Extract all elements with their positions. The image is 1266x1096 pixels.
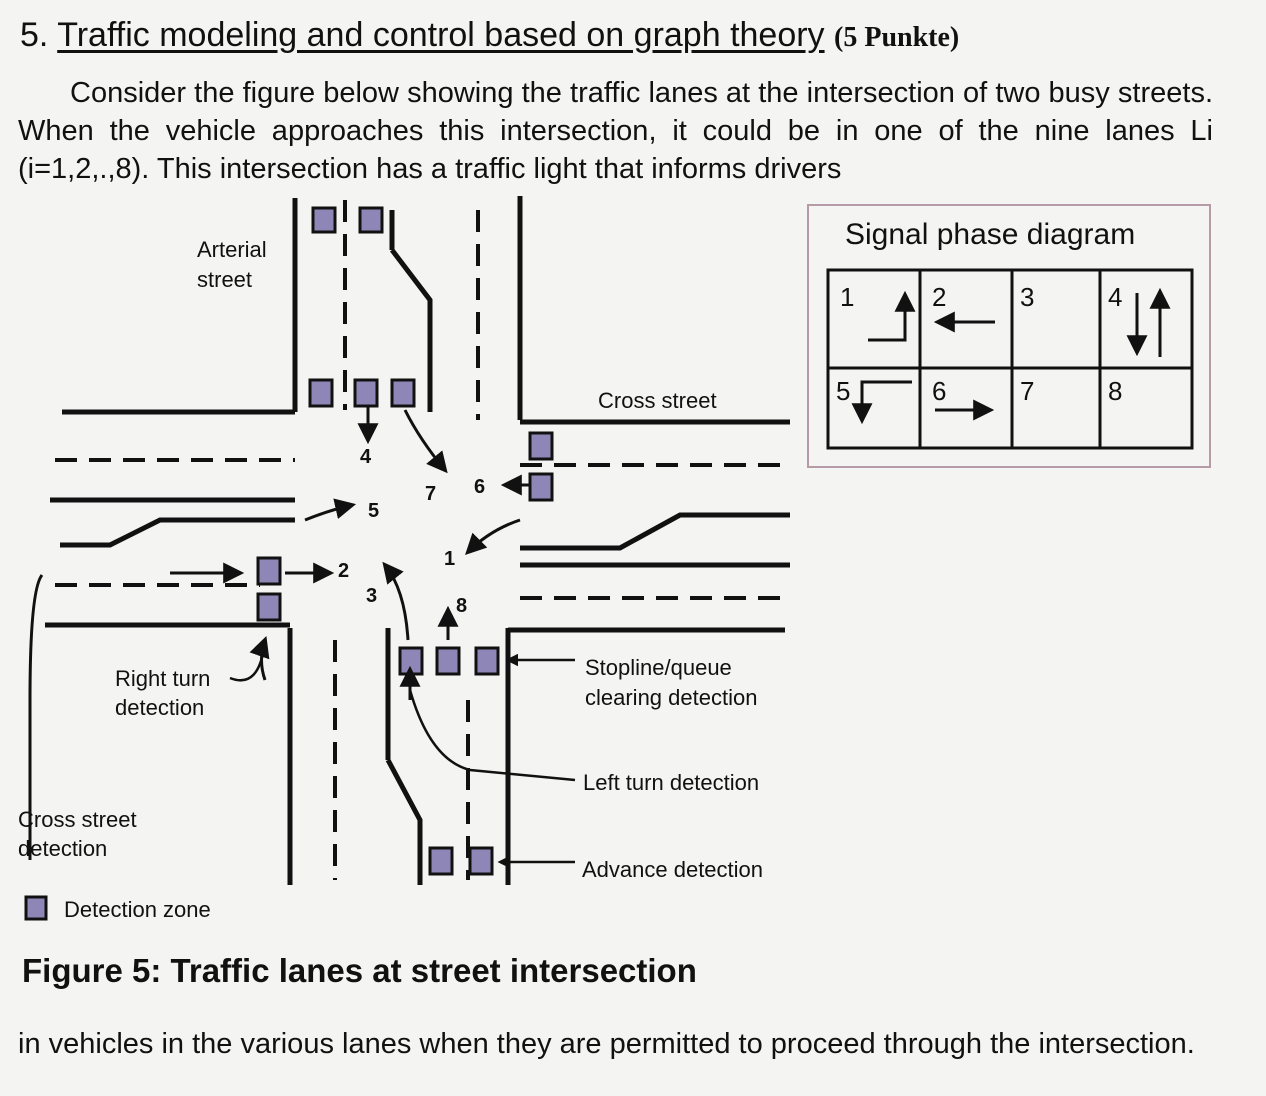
detection-zone-12 <box>476 648 498 674</box>
arterial-street-label-line1: Arterial <box>197 237 267 262</box>
phase-cell-5: 5 <box>836 376 851 406</box>
phase-cell-2: 2 <box>932 282 947 312</box>
phase-cell-8: 8 <box>1108 376 1123 406</box>
detection-zone-14 <box>470 848 492 874</box>
legend-detection-zone-swatch <box>26 897 46 919</box>
legend-detection-zone-label: Detection zone <box>64 897 211 922</box>
phase-cell-3: 3 <box>1020 282 1035 312</box>
cross-street-detection-line2: detection <box>18 836 108 861</box>
detection-zone-4 <box>355 380 377 406</box>
detection-zone-8 <box>258 558 280 584</box>
phase-diagram-title: Signal phase diagram <box>845 218 1136 251</box>
cross-street-detection-line1: Cross street <box>18 807 137 832</box>
phase1-arrow-icon <box>868 295 905 340</box>
question-number: 5. <box>20 16 49 54</box>
lane-number-8: 8 <box>456 595 468 617</box>
phase5-arrow-icon <box>862 382 912 420</box>
detection-zone-5 <box>392 380 414 406</box>
lane-number-6: 6 <box>474 476 486 498</box>
arterial-street-label-line2: street <box>197 267 253 292</box>
lane-number-3: 3 <box>366 585 378 607</box>
left-turn-detection-label: Left turn detection <box>583 770 760 795</box>
phase-cell-6: 6 <box>932 376 947 406</box>
figure-caption: Figure 5: Traffic lanes at street intersection <box>22 952 697 989</box>
lane-number-5: 5 <box>368 500 380 522</box>
right-turn-detection-line1: Right turn <box>115 666 211 691</box>
phase-cell-1: 1 <box>840 282 855 312</box>
right-turn-detection-line2: detection <box>115 695 205 720</box>
advance-detection-label: Advance detection <box>582 857 764 882</box>
detection-zone-1 <box>313 208 335 232</box>
detection-zone-9 <box>258 594 280 620</box>
continuation-paragraph: in vehicles in the various lanes when they are permitted to proceed through the intersection. <box>18 1028 1195 1060</box>
detection-zone-6 <box>530 433 552 459</box>
intro-paragraph: Consider the figure below showing the traffic lanes at the intersection of two busy streets. When the vehicle approaches this intersection, it could be in one of the nine lanes Li (i=1,2,.,8). This intersection has a traffic light that informs drivers <box>18 77 1213 185</box>
stopline-label-line2: clearing detection <box>585 685 758 710</box>
lane-number-1: 1 <box>444 548 456 570</box>
stopline-label-line1: Stopline/queue <box>585 655 732 680</box>
detection-zone-7 <box>530 474 552 500</box>
phase-cell-7: 7 <box>1020 376 1035 406</box>
question-points: (5 Punkte) <box>834 22 960 53</box>
cross-street-label: Cross street <box>598 388 717 413</box>
lane-number-2: 2 <box>338 560 350 582</box>
question-title: Traffic modeling and control based on graph theory <box>57 16 825 54</box>
detection-zone-2 <box>360 208 382 232</box>
detection-zone-13 <box>430 848 452 874</box>
detection-zone-11 <box>437 648 459 674</box>
detection-zone-3 <box>310 380 332 406</box>
lane-number-7: 7 <box>425 483 437 505</box>
lane-number-4: 4 <box>360 446 372 468</box>
phase-cell-4: 4 <box>1108 282 1123 312</box>
signal-phase-diagram <box>808 205 1210 467</box>
